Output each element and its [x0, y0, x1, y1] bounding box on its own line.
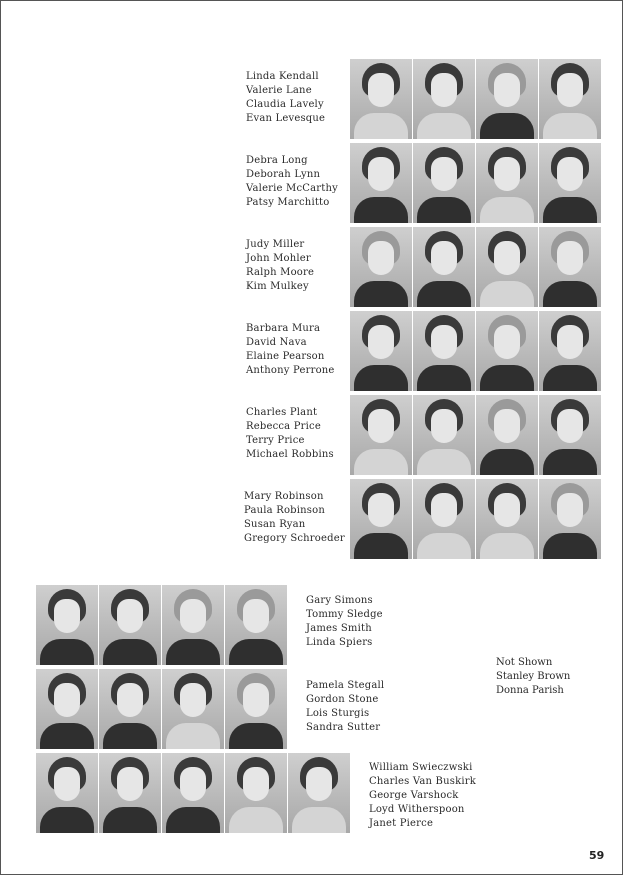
student-name: Claudia Lavely [246, 99, 324, 110]
student-name: Linda Kendall [246, 71, 319, 82]
student-photo [99, 669, 161, 749]
student-name: Patsy Marchitto [246, 197, 330, 208]
student-name: Charles Plant [246, 407, 318, 418]
name-list [306, 679, 384, 735]
student-photo [539, 479, 601, 559]
student-photo [350, 227, 412, 307]
student-photo [350, 479, 412, 559]
student-photo [413, 59, 475, 139]
student-name: Susan Ryan [244, 519, 306, 530]
student-name: Gregory Schroeder [244, 533, 345, 544]
student-photo [539, 227, 601, 307]
student-photo [413, 395, 475, 475]
student-name: Elaine Pearson [246, 351, 325, 362]
student-name: Kim Mulkey [246, 281, 309, 292]
student-photo [350, 395, 412, 475]
student-photo [288, 753, 350, 833]
student-photo [36, 585, 98, 665]
student-name: Rebecca Price [246, 421, 321, 432]
student-photo [413, 143, 475, 223]
student-name: John Mohler [246, 253, 311, 264]
student-photo [539, 59, 601, 139]
name-list [306, 594, 383, 650]
student-photo [476, 395, 538, 475]
student-photo [539, 395, 601, 475]
student-name: Charles Van Buskirk [369, 776, 476, 787]
student-name: Linda Spiers [306, 637, 373, 648]
student-name: Valerie Lane [246, 85, 312, 96]
name-list [244, 490, 345, 546]
student-name: Michael Robbins [246, 449, 334, 460]
student-name: Ralph Moore [246, 267, 315, 278]
student-name: Evan Levesque [246, 113, 326, 124]
student-name: Deborah Lynn [246, 169, 321, 180]
student-name: Debra Long [246, 155, 308, 166]
student-photo [476, 143, 538, 223]
student-name: Terry Price [246, 435, 305, 446]
student-photo [36, 669, 98, 749]
name-list [246, 406, 334, 462]
student-photo [162, 669, 224, 749]
student-photo [36, 753, 98, 833]
student-name: Mary Robinson [244, 491, 324, 502]
student-name: Gary Simons [306, 595, 373, 606]
student-photo [350, 59, 412, 139]
student-name: George Varshock [369, 790, 459, 801]
student-name: Paula Robinson [244, 505, 326, 516]
student-photo [225, 669, 287, 749]
student-photo [162, 585, 224, 665]
student-name: Judy Miller [246, 239, 305, 250]
student-name: Sandra Sutter [306, 722, 381, 733]
page-number: 59 [589, 849, 605, 862]
name-list [369, 761, 476, 831]
student-name: Janet Pierce [369, 818, 434, 829]
student-photo [99, 585, 161, 665]
student-name: Gordon Stone [306, 694, 379, 705]
student-photo [350, 311, 412, 391]
student-name: Stanley Brown [496, 671, 571, 682]
name-list [246, 70, 325, 126]
name-list [246, 154, 338, 210]
student-name: Anthony Perrone [246, 365, 335, 376]
name-list [246, 322, 335, 378]
student-photo [476, 479, 538, 559]
student-photo [476, 59, 538, 139]
student-photo [350, 143, 412, 223]
student-name: Donna Parish [496, 685, 564, 696]
student-name: David Nava [246, 337, 307, 348]
student-photo [225, 753, 287, 833]
student-photo [413, 479, 475, 559]
student-name: Tommy Sledge [306, 609, 383, 620]
student-name: Loyd Witherspoon [369, 804, 465, 815]
student-photo [539, 143, 601, 223]
not-shown-list [496, 656, 570, 698]
student-photo [99, 753, 161, 833]
name-list [246, 238, 314, 294]
student-photo [413, 311, 475, 391]
student-photo [413, 227, 475, 307]
not-shown-heading: Not Shown [496, 657, 553, 668]
student-name: William Swieczwski [369, 762, 473, 773]
student-name: Barbara Mura [246, 323, 321, 334]
student-photo [162, 753, 224, 833]
student-name: Valerie McCarthy [246, 183, 338, 194]
student-photo [225, 585, 287, 665]
student-photo [539, 311, 601, 391]
student-name: Pamela Stegall [306, 680, 385, 691]
student-name: James Smith [306, 623, 372, 634]
student-photo [476, 311, 538, 391]
student-photo [476, 227, 538, 307]
student-name: Lois Sturgis [306, 708, 370, 719]
